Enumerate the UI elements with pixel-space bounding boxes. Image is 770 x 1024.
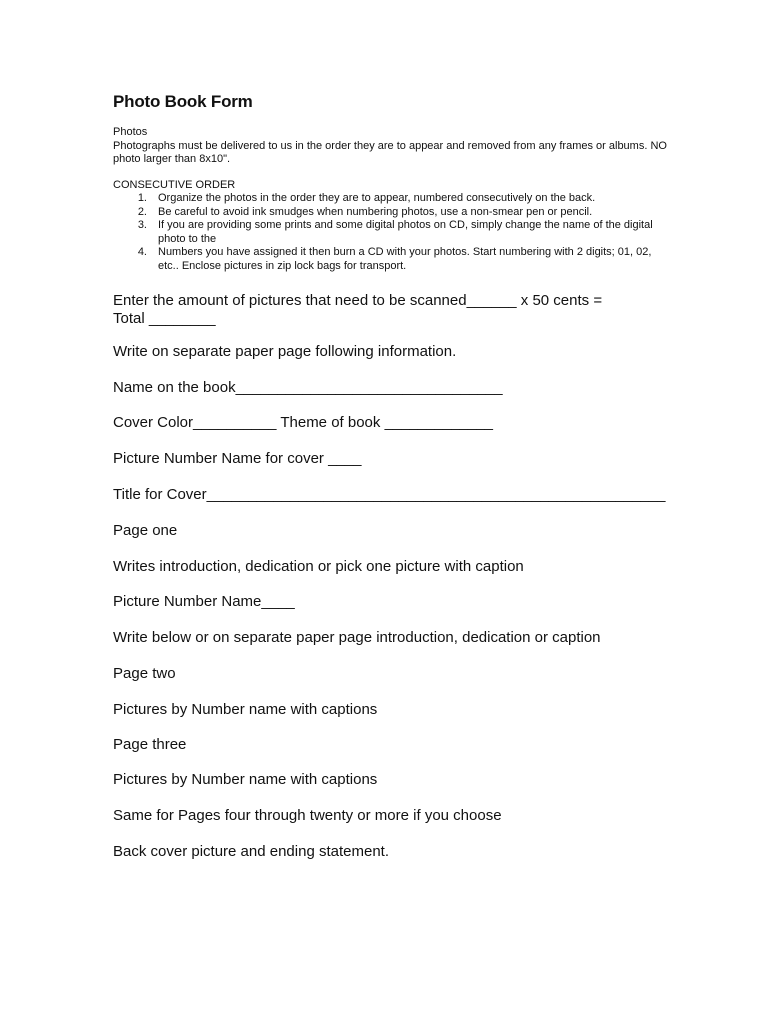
- page-two-instruction: Pictures by Number name with captions: [113, 701, 378, 718]
- list-item: [113, 192, 673, 206]
- list-item-text: Numbers you have assigned it then burn a CD with your photos. Start numbering with 2 digits; 01, 02, etc.. Enclose pictures in zip lock bags for transport.: [158, 246, 652, 272]
- list-item-text: Be careful to avoid ink smudges when numbering photos, use a non-smear pen or pencil.: [158, 205, 593, 218]
- instruction-line: Write on separate paper page following information.: [113, 343, 457, 360]
- order-heading: CONSECUTIVE ORDER: [113, 178, 236, 191]
- list-item: [113, 246, 673, 273]
- total-line: Total ________: [113, 310, 216, 327]
- photos-heading: Photos: [113, 126, 148, 138]
- cover-picture-field: Picture Number Name for cover ____: [113, 450, 362, 467]
- list-item-number: 4.: [137, 246, 147, 258]
- page-one-instruction: Writes introduction, dedication or pick one picture with caption: [113, 558, 524, 575]
- page-three-heading: Page three: [113, 736, 187, 753]
- document-content: [113, 92, 673, 328]
- list-item-number: 3.: [137, 219, 147, 231]
- list-item-text: If you are providing some prints and some digital photos on CD, simply change the name of the digital photo to the: [158, 219, 653, 245]
- order-list: [113, 192, 673, 273]
- picture-name-field: Picture Number Name____: [113, 593, 295, 610]
- photos-text: Photographs must be delivered to us in the order they are to appear and removed from any frames or albums. NO photo larger than 8x10".: [113, 139, 667, 165]
- amount-block: [113, 292, 633, 328]
- introduction-instruction: Write below or on separate paper page introduction, dedication or caption: [113, 629, 601, 646]
- remaining-pages-instruction: Same for Pages four through twenty or more if you choose: [113, 807, 502, 824]
- list-item: [113, 206, 673, 220]
- list-item-number: 1.: [137, 192, 147, 204]
- page-one-heading: Page one: [113, 522, 178, 539]
- list-item-number: 2.: [137, 205, 147, 218]
- cover-color-theme-field: Cover Color__________ Theme of book _____________: [113, 414, 494, 431]
- list-item: [113, 219, 673, 246]
- page-two-heading: Page two: [113, 665, 176, 682]
- cover-title-field: Title for Cover_______________________________________________________: [113, 486, 666, 503]
- page-title: Photo Book Form: [113, 92, 253, 111]
- page-three-instruction: Pictures by Number name with captions: [113, 771, 378, 788]
- book-name-field: Name on the book________________________________: [113, 379, 503, 396]
- amount-line: Enter the amount of pictures that need to be scanned______ x 50 cents =: [113, 292, 603, 309]
- back-cover-instruction: Back cover picture and ending statement.: [113, 843, 389, 860]
- list-item-text: Organize the photos in the order they are to appear, numbered consecutively on the back.: [158, 192, 596, 204]
